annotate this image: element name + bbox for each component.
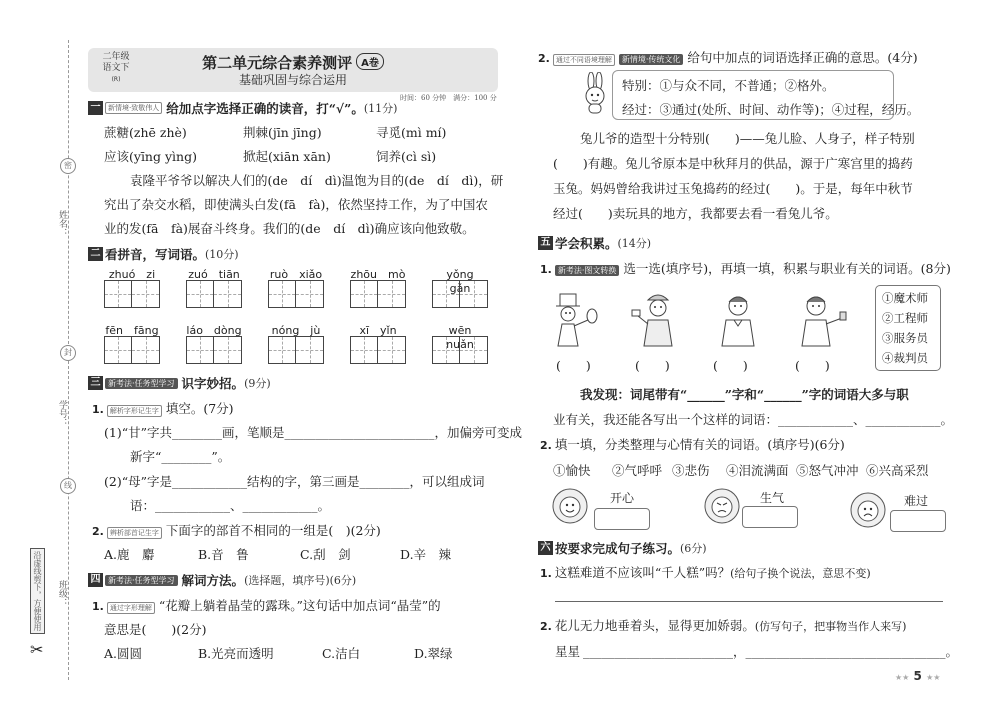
angry-lion-icon <box>702 486 742 526</box>
pinyin-choice[interactable]: 蔗糖(zhē zhè) <box>104 125 187 140</box>
grid-cell[interactable] <box>350 280 378 308</box>
grid-cell[interactable] <box>104 280 132 308</box>
answer-blank[interactable]: ________________________，________________________________。 <box>583 644 959 659</box>
grid-cell[interactable] <box>350 336 378 364</box>
page-number: ★★ 5 ★★ <box>895 669 941 683</box>
question-3-1: 1. 解析字形记生字 填空。(7分) <box>92 401 234 416</box>
profession-item: ③服务员 <box>882 331 928 345</box>
grid-cell[interactable] <box>296 280 324 308</box>
character-grid[interactable] <box>432 280 488 308</box>
student-id-label: 学号： <box>57 400 67 427</box>
grid-cell[interactable] <box>214 336 242 364</box>
character-grid[interactable] <box>350 336 406 364</box>
grid-cell[interactable] <box>104 336 132 364</box>
question-3-2: 2. 辨析部首记生字 下面字的部首不相同的一组是( )(2分) <box>92 523 381 538</box>
fill-blank-line[interactable]: 新字“________”。 <box>130 449 231 464</box>
pinyin-label: zhōu mò <box>350 268 406 281</box>
fill-blank-line[interactable]: 语：____________、____________。 <box>130 498 331 513</box>
seal-mark: 密 <box>60 158 76 174</box>
answer-bracket[interactable]: ( ) <box>795 358 830 373</box>
character-grid[interactable] <box>104 280 160 308</box>
definition-line: 特别：①与众不同，不普通；②格外。 <box>622 78 835 93</box>
pinyin-label: nóng jù <box>271 324 321 337</box>
option-d[interactable]: D.翠绿 <box>414 646 453 661</box>
discovery-line[interactable]: 业有关，我还能各写出一个这样的词语：____________、____________。 <box>553 412 954 427</box>
pinyin-label: ruò xiǎo <box>269 268 323 281</box>
exam-subtitle: 基础巩固与综合运用 <box>238 73 347 87</box>
grid-cell[interactable] <box>214 280 242 308</box>
section-1-heading: 一 新情境·致敬伟人 给加点字选择正确的读音，打“√”。 (11分) <box>88 99 397 117</box>
grade-label: 二年级 语文下 (R) <box>102 52 130 83</box>
character-grid[interactable] <box>432 336 488 364</box>
answer-box[interactable] <box>890 510 946 532</box>
mood-sad-label: 难过 <box>904 494 929 508</box>
question-4-1-cont[interactable]: 意思是( )(2分) <box>104 622 207 637</box>
exam-title: 第二单元综合素养测评 A卷 <box>88 52 498 73</box>
grid-cell[interactable] <box>186 280 214 308</box>
question-6-2: 2. 花儿无力地垂着头，显得更加娇弱。(仿写句子，把事物当作人来写) <box>540 618 907 633</box>
passage-line[interactable]: 经过( )卖玩具的地方，我都要去看一看兔儿爷。 <box>553 206 838 221</box>
exam-header <box>88 48 498 92</box>
grid-cell[interactable] <box>460 280 488 308</box>
profession-list <box>875 285 941 371</box>
grid-cell[interactable] <box>432 336 460 364</box>
time-info: 时间：60 分钟 满分：100 分 <box>400 94 497 102</box>
happy-lion-icon <box>550 486 590 526</box>
name-label: 姓名： <box>57 210 67 237</box>
pinyin-label: zuó tiān <box>188 268 240 281</box>
passage-line: 业的发(fā fà)展奋斗终身。我们的(de dí dì)确应该向他致敬。 <box>104 221 475 236</box>
character-grid[interactable] <box>186 280 242 308</box>
option-a[interactable]: A.鹿 麝 <box>104 547 155 562</box>
option-a[interactable]: A.圆圆 <box>104 646 143 661</box>
question-6-1: 1. 这糕难道不应该叫“千人糕”吗？(给句子换个说法，意思不变) <box>540 565 871 580</box>
question-5-1: 1. 新考法·图文转换 选一选(填序号)，再填一填，积累与职业有关的词语。(8分) <box>540 261 951 276</box>
grid-cell[interactable] <box>268 336 296 364</box>
passage-line[interactable]: 兔儿爷的造型十分特别( )——兔儿脸、人身子，样子特别 <box>580 131 915 146</box>
pinyin-label: xī yǐn <box>359 324 397 337</box>
passage-line: 究出了杂交水稻，即使满头白发(fā fà)，依然坚持工作，为了中国农 <box>104 197 488 212</box>
pinyin-label: fēn fāng <box>105 324 159 337</box>
passage-line[interactable]: 玉兔。妈妈曾给我讲过玉兔捣药的经过( )。于是，每年中秋节 <box>553 181 913 196</box>
pinyin-label: zhuó zi <box>108 268 156 281</box>
referee-figure <box>790 292 850 348</box>
character-grid[interactable] <box>186 336 242 364</box>
definition-line: 经过：③通过(处所、时间、动作等)；④过程，经历。 <box>622 102 920 117</box>
mood-word: ④泪流满面 <box>726 463 789 478</box>
waiter-figure <box>708 292 768 348</box>
answer-box[interactable] <box>742 506 798 528</box>
profession-item: ②工程师 <box>882 311 928 325</box>
passage-line: 袁隆平爷爷以解决人们的(de dí dì)温饱为目的(de dí dì)，研 <box>130 173 504 188</box>
sentence-start: 星星 <box>555 644 581 659</box>
grid-cell[interactable] <box>186 336 214 364</box>
cut-hint: 沿虚线剪下，方便使用 <box>30 548 45 634</box>
mood-word: ②气呼呼 <box>612 463 663 478</box>
grid-cell[interactable] <box>378 336 406 364</box>
option-b[interactable]: B.音 鲁 <box>198 547 249 562</box>
character-grid[interactable] <box>104 336 160 364</box>
profession-item: ④裁判员 <box>882 351 928 365</box>
engineer-figure <box>630 292 690 348</box>
mood-word: ③悲伤 <box>672 463 710 478</box>
grid-cell[interactable] <box>296 336 324 364</box>
pinyin-label: yǒng gǎn <box>446 268 485 295</box>
rabbit-icon <box>580 72 610 114</box>
pinyin-choice[interactable]: 荆棘(jīn jīng) <box>243 125 322 140</box>
question-4-1: 1. 通过字形理解 “花瓣上躺着晶莹的露珠。”这句话中加点词“晶莹”的 <box>92 598 441 613</box>
section-3-heading: 三 新考法·任务型学习 识字妙招。 (9分) <box>88 374 271 392</box>
grid-cell[interactable] <box>268 280 296 308</box>
magician-figure <box>548 292 608 348</box>
section-5-heading: 五 学会积累。 (14分) <box>538 234 651 252</box>
section-2-heading: 二 看拼音，写词语。 (10分) <box>88 245 239 263</box>
answer-bracket[interactable]: ( ) <box>713 358 748 373</box>
pinyin-choice[interactable]: 饲养(cì sì) <box>376 149 437 164</box>
question-5-2: 2. 填一填，分类整理与心情有关的词语。(填序号)(6分) <box>540 437 845 452</box>
grid-cell[interactable] <box>132 280 160 308</box>
mood-word: ⑥兴高采烈 <box>866 463 929 478</box>
answer-line[interactable] <box>555 601 943 602</box>
answer-bracket[interactable]: ( ) <box>556 358 591 373</box>
character-grid[interactable] <box>350 280 406 308</box>
passage-line[interactable]: ( )有趣。兔儿爷原本是中秋拜月的供品，源于广寒宫里的捣药 <box>553 156 913 171</box>
answer-bracket[interactable]: ( ) <box>635 358 670 373</box>
question-2-heading: 2. 通过不同语境理解 新情境·传统文化 给句中加点的词语选择正确的意思。(4分) <box>538 50 918 65</box>
section-6-heading: 六 按要求完成句子练习。 (6分) <box>538 539 707 557</box>
pinyin-label: láo dòng <box>186 324 242 337</box>
fill-blank-line[interactable]: (1)“甘”字共________画，笔顺是________________________，加偏旁可变成 <box>104 425 522 440</box>
seal-mark: 封 <box>60 345 76 361</box>
discovery-line[interactable]: 我发现：词尾带有“______”字和“______”字的词语大多与职 <box>580 387 909 402</box>
seal-mark: 线 <box>60 478 76 494</box>
option-b[interactable]: B.光亮而透明 <box>198 646 274 661</box>
pinyin-choice[interactable]: 寻觅(mì mí) <box>376 125 447 140</box>
section-4-heading: 四 新考法·任务型学习 解词方法。 (选择题，填序号)(6分) <box>88 571 356 589</box>
option-c[interactable]: C.洁白 <box>322 646 361 661</box>
grid-cell[interactable] <box>460 336 488 364</box>
option-d[interactable]: D.辛 辣 <box>400 547 452 562</box>
mood-word: ①愉快 <box>553 463 591 478</box>
answer-box[interactable] <box>594 508 650 530</box>
fill-blank-line[interactable]: (2)“母”字是____________结构的字，第三画是________，可以组成词 <box>104 474 485 489</box>
grid-cell[interactable] <box>132 336 160 364</box>
scissors-icon: ✂ <box>30 640 44 659</box>
mood-angry-label: 生气 <box>760 491 785 505</box>
sad-lion-icon <box>848 490 888 530</box>
option-c[interactable]: C.刮 剑 <box>300 547 351 562</box>
pinyin-choice[interactable]: 应该(yīng yìng) <box>104 149 197 164</box>
character-grid[interactable] <box>268 280 324 308</box>
mood-happy-label: 开心 <box>610 491 635 505</box>
version-badge: A卷 <box>356 53 384 70</box>
grid-cell[interactable] <box>378 280 406 308</box>
class-label: 班级： <box>57 580 67 607</box>
grid-cell[interactable] <box>432 280 460 308</box>
pinyin-choice[interactable]: 掀起(xiān xān) <box>243 149 331 164</box>
mood-word: ⑤怒气冲冲 <box>796 463 859 478</box>
character-grid[interactable] <box>268 336 324 364</box>
profession-item: ①魔术师 <box>882 291 928 305</box>
pinyin-label: wēn nuǎn <box>446 324 483 351</box>
